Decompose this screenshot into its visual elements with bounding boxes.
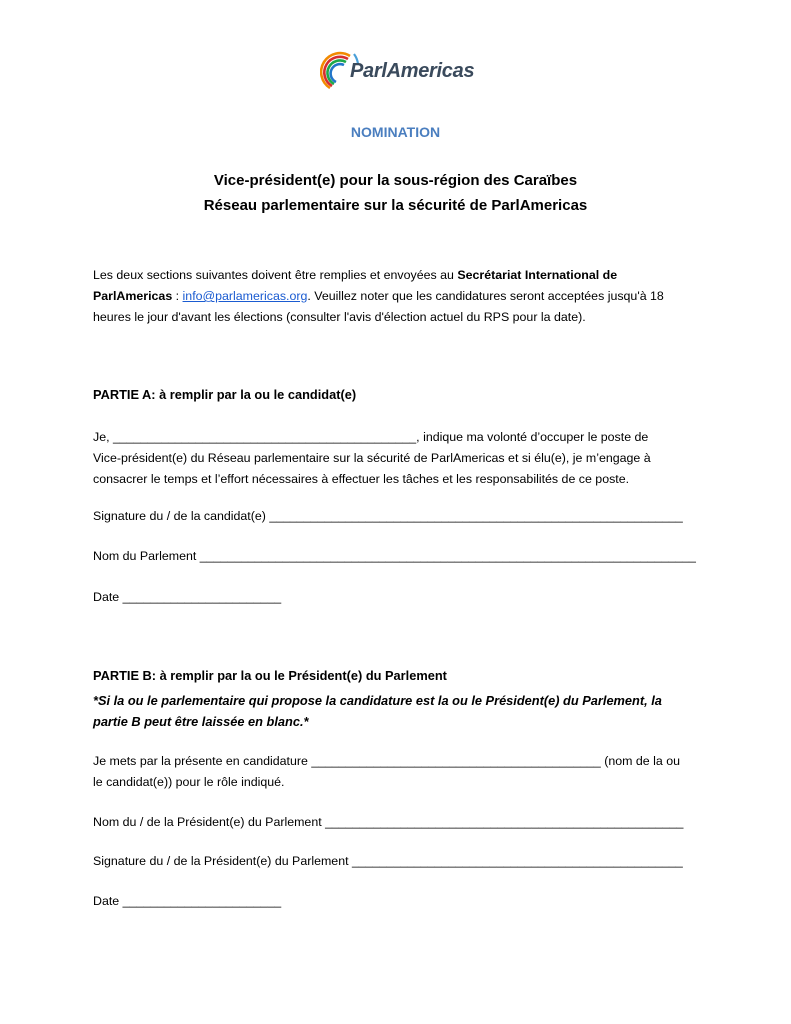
- parliament-name-field[interactable]: Nom du Parlement ________________________________________________________________________: [93, 549, 696, 563]
- intro-secretariat: Secrétariat International de: [457, 268, 618, 282]
- intro-deadline: . Veuillez noter que les candidatures seront acceptées jusqu'à 18: [307, 289, 664, 303]
- email-link[interactable]: info@parlamericas.org: [182, 289, 308, 303]
- parlamericas-logo: [320, 50, 480, 94]
- part-b-heading: PARTIE B: à remplir par la ou le Président(e) du Parlement: [93, 668, 447, 683]
- president-name-field[interactable]: Nom du / de la Président(e) du Parlement ____________________________________________________: [93, 815, 684, 829]
- part-b-date-field[interactable]: Date _______________________: [93, 894, 282, 908]
- part-b-line-2: le candidat(e)) pour le rôle indiqué.: [93, 775, 285, 789]
- nomination-heading: NOMINATION: [350, 124, 441, 140]
- candidate-signature-field[interactable]: Signature du / de la candidat(e) ____________________________________________________________: [93, 509, 683, 523]
- part-a-line-2: Vice-président(e) du Réseau parlementaire sur la sécurité de ParlAmericas et si élu(e), je m’engage à: [93, 451, 651, 465]
- part-a-heading: PARTIE A: à remplir par la ou le candidat(e): [93, 387, 357, 402]
- part-b-note-line-1: *Si la ou le parlementaire qui propose la candidature est la ou le Président(e) du Parlement, la: [93, 693, 662, 708]
- intro-text: Les deux sections suivantes doivent être remplies et envoyées au: [93, 268, 458, 282]
- part-a-line-3: consacrer le temps et l’effort nécessaires à effectuer les tâches et les responsabilités de ce poste.: [93, 472, 630, 486]
- part-b-statement: [93, 751, 703, 793]
- part-b-note-line-2: partie B peut être laissée en blanc.*: [93, 714, 309, 729]
- part-b-note: [93, 690, 713, 732]
- intro-separator: :: [172, 289, 183, 303]
- part-a-date-field[interactable]: Date _______________________: [93, 590, 282, 604]
- title-line-2: Réseau parlementaire sur la sécurité de ParlAmericas: [203, 197, 588, 214]
- intro-line-3: heures le jour d'avant les élections (consulter l'avis d'élection actuel du RPS pour la date).: [93, 310, 586, 324]
- part-a-line-1: Je, ____________________________________________, indique ma volonté d’occuper le poste de: [93, 430, 649, 444]
- logo-text: ParlAmericas: [350, 60, 475, 82]
- title-line-1: Vice-président(e) pour la sous-région des Caraïbes: [213, 172, 578, 189]
- intro-paragraph: [93, 265, 703, 328]
- intro-parlamericas: ParlAmericas: [93, 289, 173, 303]
- president-signature-field[interactable]: Signature du / de la Président(e) du Parlement ________________________________________________: [93, 854, 683, 868]
- part-b-line-1: Je mets par la présente en candidature __________________________________________ (nom de la ou: [93, 754, 680, 768]
- part-a-statement: [93, 427, 703, 490]
